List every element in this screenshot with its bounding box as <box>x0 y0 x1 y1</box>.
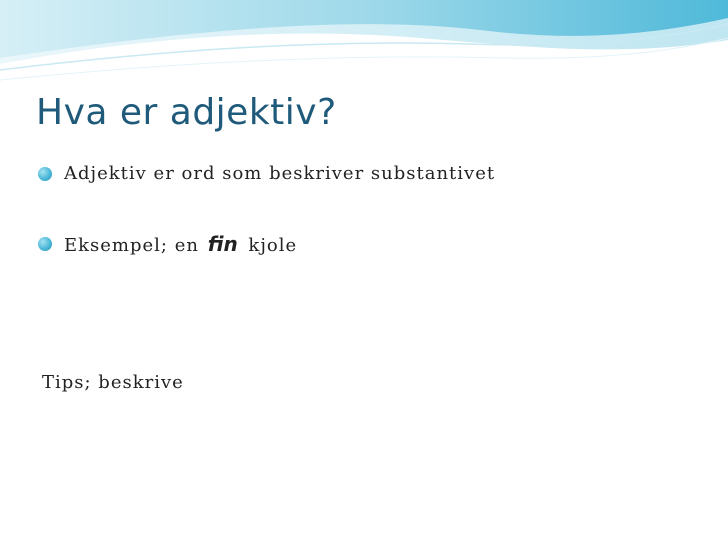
bullet-dot-icon <box>38 167 52 181</box>
bullet-item <box>38 160 495 188</box>
bullet-text-prefix: Eksempel; en <box>64 235 199 256</box>
wave-header-decoration <box>0 0 728 90</box>
bullet-item <box>38 230 495 260</box>
emphasized-word: fin <box>207 232 238 256</box>
bullet-text-suffix: kjole <box>248 235 298 256</box>
tips-text: Tips; beskrive <box>42 372 184 393</box>
slide-title: Hva er adjektiv? <box>36 92 337 133</box>
bullet-list <box>38 160 495 260</box>
bullet-text: Adjektiv er ord som beskriver substantivet <box>64 163 496 184</box>
bullet-dot-icon <box>38 237 52 251</box>
